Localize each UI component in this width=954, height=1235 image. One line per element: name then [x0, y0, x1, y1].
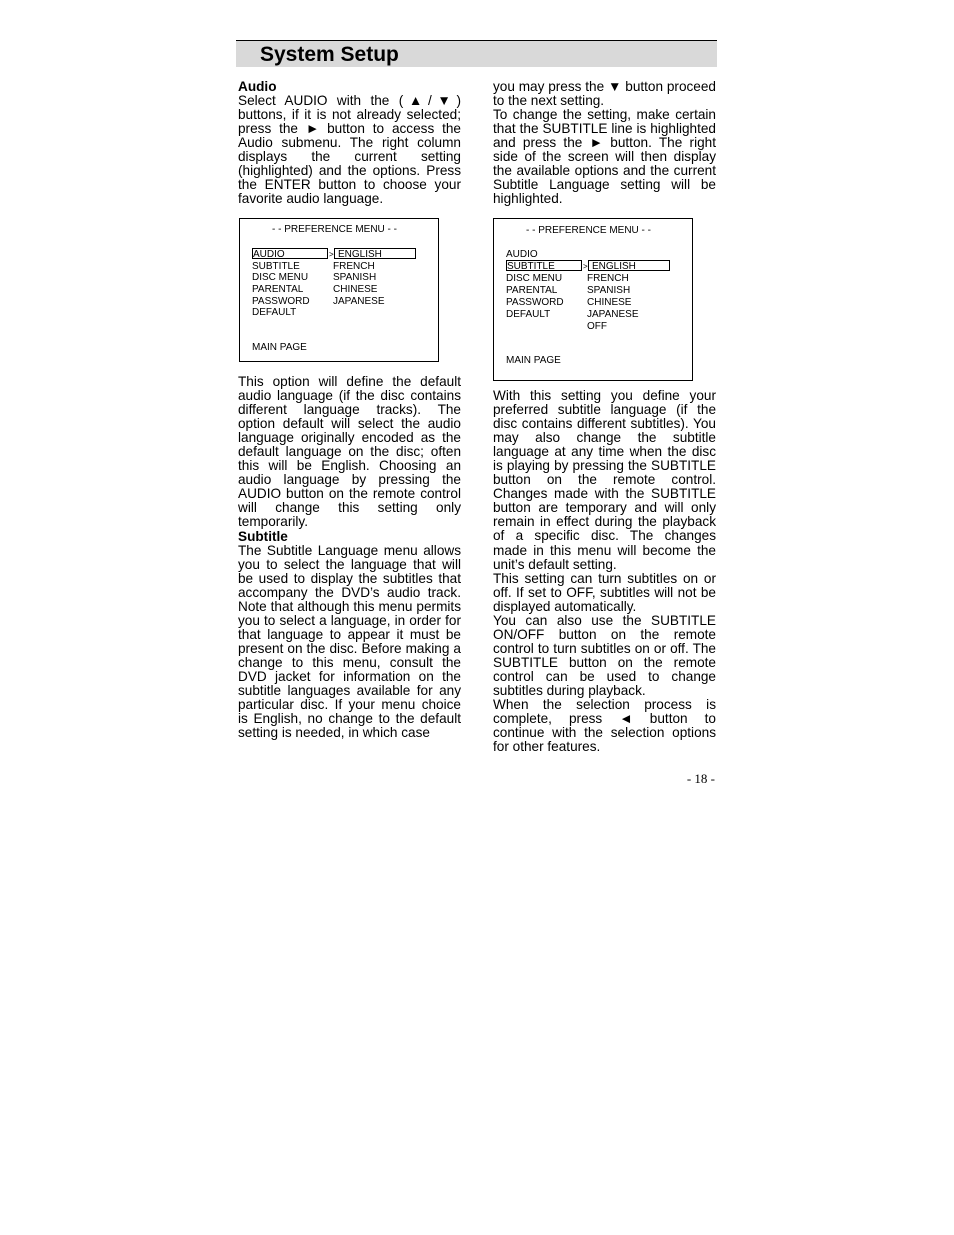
audio-heading: Audio: [238, 79, 277, 94]
menu-row-option: OFF: [587, 321, 607, 332]
menu-row-option: SPANISH: [333, 272, 377, 283]
left-column-top: [238, 80, 461, 206]
page-number: - 18 -: [686, 771, 715, 786]
audio-description: This option will define the default audio language (if the disc contains different language tracks). The option default will select the audio language originally encoded as the default language on the disc; often this will be English. Choosing an audio language by pressing the AUDIO button on the remote control will change this setting only temporarily.: [238, 374, 461, 530]
selection-arrow: >: [583, 262, 588, 271]
selection-arrow: >: [329, 250, 334, 259]
change-setting-text: To change the setting, make certain that the SUBTITLE line is highlighted and press the ► button. The right side of the screen will then display the available options and the current Subtitle Language setting will be highlighted.: [493, 107, 716, 207]
audio-menu-title: - - PREFERENCE MENU - -: [272, 224, 397, 235]
continue-text: you may press the ▼ button proceed to the next setting.: [493, 79, 716, 109]
right-column-bottom: [493, 389, 716, 754]
menu-row-label: PARENTAL: [506, 285, 558, 296]
audio-instructions: Select AUDIO with the (▲/▼) buttons, if it is not already selected; press the ► button to access the Audio submenu. The right column displays the current setting (highlighted) and the options. Press the ENTER button to choose your favorite audio language.: [238, 93, 461, 207]
subtitle-preference-menu: [493, 218, 693, 381]
menu-row-option: CHINESE: [333, 284, 378, 295]
audio-preference-menu: [239, 218, 439, 362]
complete-text: When the selection process is complete, press ◄ button to continue with the selection options for other features.: [493, 697, 716, 755]
main-page-label: MAIN PAGE: [252, 342, 307, 353]
menu-row-label: DEFAULT: [252, 307, 297, 318]
menu-row-option: FRENCH: [587, 273, 629, 284]
subtitle-description: The Subtitle Language menu allows you to select the language that will be used to display the subtitles that accompany the DVD’s audio track. Note that although this menu permits you to select a language, in order for that language to appear it must be present on the disc. Before making a change to this menu, consult the DVD jacket for information on the subtitle languages available for any particular disc. If your menu choice is English, no change to the default setting is needed, in which case: [238, 542, 461, 741]
menu-row-option: CHINESE: [587, 297, 632, 308]
menu-row-label: SUBTITLE: [252, 261, 300, 272]
menu-row-label: DISC MENU: [506, 273, 563, 284]
menu-row-label: PASSWORD: [252, 296, 310, 307]
define-text: With this setting you define your preferred subtitle language (if the disc contains different subtitles). You may also change the subtitle language at any time when the disc is playing by pressing the SUBTITLE button on the remote control. Changes made with the SUBTITLE button are temporary and will only remain in effect during the playback of a specific disc. The changes made in this menu will become the unit’s default setting.: [493, 388, 716, 572]
menu-row-option: ENGLISH: [334, 248, 416, 259]
menu-row-option: FRENCH: [333, 261, 375, 272]
menu-row-label: AUDIO: [252, 248, 328, 259]
menu-row-label: PASSWORD: [506, 297, 564, 308]
menu-row-label: SUBTITLE: [506, 260, 582, 271]
menu-row-option: JAPANESE: [587, 309, 639, 320]
menu-row-option: ENGLISH: [588, 260, 670, 271]
main-page-label: MAIN PAGE: [506, 355, 561, 366]
menu-row-option: JAPANESE: [333, 296, 385, 307]
menu-row-option: SPANISH: [587, 285, 631, 296]
menu-row-label: AUDIO: [506, 249, 538, 260]
on-off-text: This setting can turn subtitles on or off. If set to OFF, subtitles will not be displayed automatically.: [493, 570, 716, 614]
page-title: System Setup: [260, 43, 399, 66]
menu-row-label: PARENTAL: [252, 284, 304, 295]
section-title-bar: [236, 40, 717, 67]
menu-row-label: DEFAULT: [506, 309, 551, 320]
button-text: You can also use the SUBTITLE ON/OFF button on the remote control to turn subtitles on or off. The SUBTITLE button on the remote control can be used to change subtitles during playback.: [493, 612, 716, 698]
subtitle-heading: Subtitle: [238, 528, 288, 544]
right-column-top: [493, 80, 716, 206]
subtitle-menu-title: - - PREFERENCE MENU - -: [526, 225, 651, 236]
left-column-bottom: [238, 375, 461, 740]
menu-row-label: DISC MENU: [252, 272, 309, 283]
